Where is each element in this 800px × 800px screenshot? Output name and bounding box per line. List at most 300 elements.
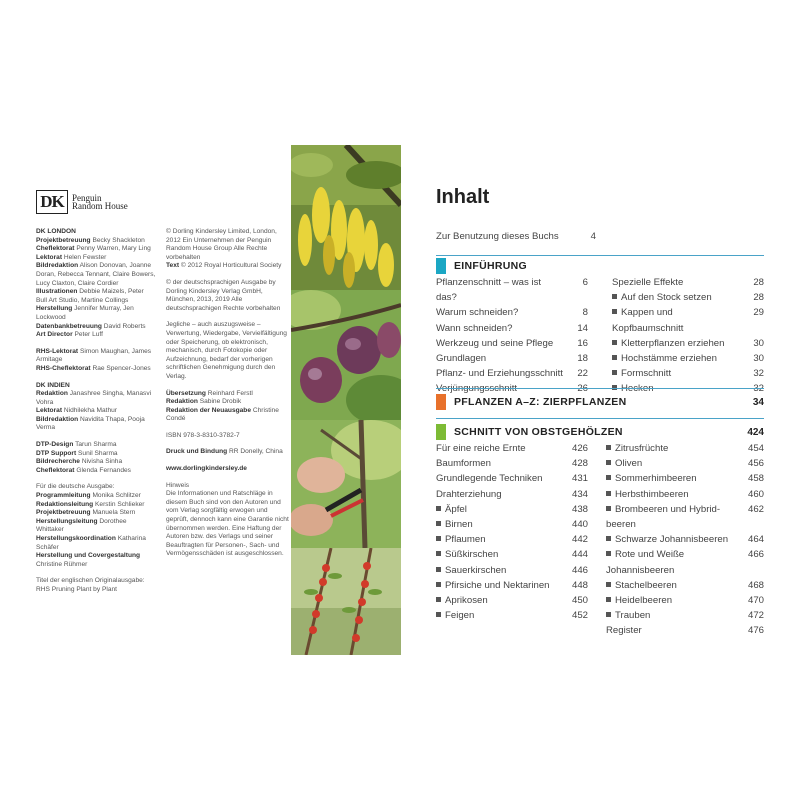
spacer bbox=[36, 433, 156, 441]
credit-role: DTP-Design bbox=[36, 441, 74, 449]
toc-entry-page: 29 bbox=[753, 307, 764, 319]
toc-entry-page: 442 bbox=[571, 534, 588, 546]
toc-entry-text: Birnen bbox=[445, 519, 473, 531]
credit-text: © 2012 Royal Horticultural Society bbox=[180, 262, 282, 270]
toc-entry-text: Rote und Weiße Johannisbeeren bbox=[606, 549, 685, 576]
toc-entry[interactable] bbox=[606, 608, 764, 623]
toc-entry[interactable] bbox=[436, 502, 588, 517]
credit-text: © Dorling Kindersley Limited, London, 2012 Ein Unternehmen der Penguin Random House Group Alle Rechte vorbehalten bbox=[166, 228, 277, 261]
bullet-square-icon bbox=[606, 551, 611, 556]
toc-entry-label bbox=[606, 502, 744, 532]
toc-entry-text: Register bbox=[606, 625, 642, 637]
toc-entry-page: 32 bbox=[753, 368, 764, 380]
toc-entry-label bbox=[436, 487, 568, 502]
credit-line bbox=[166, 228, 291, 262]
toc-entry-page: 476 bbox=[747, 625, 764, 637]
toc-entry-label bbox=[612, 366, 744, 381]
section-label: SCHNITT VON OBSTGEHÖLZEN bbox=[454, 426, 623, 438]
toc-entry-label bbox=[436, 578, 568, 593]
credit-text: Penny Warren, Mary Ling bbox=[76, 245, 151, 253]
toc-entry-label bbox=[606, 456, 744, 471]
toc-entry[interactable] bbox=[606, 593, 764, 608]
credit-text: Becky Shackleton bbox=[92, 236, 145, 244]
credit-text: Christine Condé bbox=[166, 406, 279, 423]
bullet-square-icon bbox=[612, 355, 617, 360]
credit-line bbox=[36, 501, 156, 510]
credit-text: Nivisha Sinha bbox=[81, 458, 123, 466]
section-color-bar bbox=[436, 394, 446, 410]
table-of-contents bbox=[436, 186, 764, 637]
credit-text: Sunil Sharma bbox=[78, 449, 118, 457]
bullet-square-icon bbox=[606, 475, 611, 480]
toc-entry-label bbox=[436, 305, 568, 320]
credit-line bbox=[36, 228, 156, 237]
credit-line bbox=[166, 279, 291, 313]
credit-role: RHS-Cheflektorat bbox=[36, 364, 91, 372]
bullet-square-icon bbox=[612, 309, 617, 314]
credit-role: Herstellungskoordination bbox=[36, 535, 116, 542]
credit-line bbox=[166, 448, 291, 457]
toc-entry-label bbox=[436, 351, 568, 366]
credit-role: DK INDIEN bbox=[36, 381, 70, 389]
bullet-square-icon bbox=[436, 521, 441, 526]
bullet-square-icon bbox=[436, 551, 441, 556]
bullet-square-icon bbox=[436, 582, 441, 587]
credit-text: Jegliche – auch auszugsweise – Verwertung, Wiedergabe, Vervielfältigung oder Speicherung, ob elektronisch, mechanisch, durch Fotokopie oder Aufzeichnung, bedarf der vorherigen schriftlichen Genehmigung durch den Verlag. bbox=[166, 321, 287, 380]
toc-entry-label bbox=[612, 351, 744, 366]
section1-list-left bbox=[436, 275, 588, 397]
toc-entry-text: Sommerhimbeeren bbox=[615, 473, 697, 485]
toc-entry-text: Brombeeren und Hybrid-beeren bbox=[606, 503, 721, 531]
bullet-square-icon bbox=[436, 597, 441, 602]
publisher-name: Penguin Random House bbox=[72, 193, 128, 211]
toc-entry-label bbox=[436, 366, 568, 381]
bullet-square-icon bbox=[606, 491, 611, 496]
toc-entry[interactable] bbox=[606, 578, 764, 593]
toc-entry[interactable] bbox=[612, 351, 764, 366]
toc-entry-page: 458 bbox=[747, 473, 764, 485]
credit-role: Redaktion der Neuausgabe bbox=[166, 406, 252, 414]
credit-role: Datenbankbetreuung bbox=[36, 322, 102, 330]
credit-role: Projektbetreuung bbox=[36, 509, 91, 517]
credit-line bbox=[36, 382, 156, 391]
credit-line bbox=[36, 535, 156, 552]
toc-entry[interactable] bbox=[612, 366, 764, 381]
credit-role: Herstellungsleitung bbox=[36, 517, 98, 525]
toc-entry-text: Süßkirschen bbox=[445, 549, 499, 561]
toc-entry-label bbox=[436, 547, 568, 562]
credit-line bbox=[166, 407, 291, 424]
toc-entry-page: 22 bbox=[577, 368, 588, 380]
credit-line bbox=[36, 365, 156, 374]
toc-entry-page: 14 bbox=[577, 322, 588, 334]
toc-entry-label bbox=[606, 608, 744, 623]
credit-role: Übersetzung bbox=[166, 389, 206, 397]
toc-entry-label bbox=[606, 441, 744, 456]
credit-line bbox=[36, 458, 156, 467]
bullet-square-icon bbox=[606, 445, 611, 450]
toc-entry-page: 28 bbox=[753, 292, 764, 304]
toc-entry[interactable] bbox=[612, 290, 764, 305]
toc-entry-page: 30 bbox=[753, 353, 764, 365]
toc-entry-text: Zitrusfrüchte bbox=[615, 443, 669, 454]
credit-line bbox=[36, 509, 156, 518]
credit-text: David Roberts bbox=[103, 322, 146, 330]
spacer bbox=[166, 474, 291, 482]
publisher-logo bbox=[36, 190, 132, 214]
credit-role: Bildredaktion bbox=[36, 262, 79, 270]
toc-entry-page: 28 bbox=[753, 277, 764, 288]
toc-entry-text: Pflanzenschnitt – was ist das? bbox=[436, 277, 542, 304]
toc-entry-page: 452 bbox=[571, 610, 588, 622]
credit-line bbox=[36, 450, 156, 459]
toc-entry-text: Feigen bbox=[445, 610, 475, 622]
credit-line bbox=[166, 482, 291, 491]
toc-entry-text: Stachelbeeren bbox=[615, 579, 677, 591]
credit-text: ISBN 978-3-8310-3782-7 bbox=[166, 431, 240, 439]
credit-role: Herstellung bbox=[36, 305, 73, 313]
toc-entry-text: Werkzeug und seine Pflege bbox=[436, 337, 554, 349]
credit-text: Jennifer Murray, Jen Lockwood bbox=[36, 305, 134, 321]
section-label: EINFÜHRUNG bbox=[454, 260, 527, 272]
imprint-credits-left bbox=[36, 228, 156, 595]
credit-role: Bildrecherche bbox=[36, 458, 80, 466]
credit-role: Redaktion bbox=[36, 390, 68, 398]
toc-entry[interactable] bbox=[436, 608, 588, 623]
toc-entry-text: Pflanz- und Erziehungsschnitt bbox=[436, 368, 563, 380]
section3-list-left bbox=[436, 441, 588, 623]
toc-entry[interactable] bbox=[606, 487, 764, 502]
credit-role: Art Director bbox=[36, 331, 73, 339]
toc-entry[interactable] bbox=[612, 336, 764, 351]
credit-line bbox=[36, 348, 156, 365]
toc-entry-text: Sauerkirschen bbox=[445, 564, 507, 576]
toc-entry[interactable] bbox=[606, 532, 764, 547]
credit-text: Rae Spencer-Jones bbox=[92, 364, 151, 372]
toc-entry-label bbox=[436, 321, 568, 336]
toc-entry[interactable] bbox=[436, 321, 588, 336]
toc-entry-text: Trauben bbox=[615, 610, 651, 622]
credit-line bbox=[166, 321, 291, 381]
toc-entry-page: 454 bbox=[747, 443, 764, 454]
toc-entry-label bbox=[606, 578, 744, 593]
credit-role: Druck und Bindung bbox=[166, 448, 228, 456]
credit-line bbox=[36, 254, 156, 263]
section-rule bbox=[436, 255, 764, 256]
toc-entry-text: Auf den Stock setzen bbox=[621, 292, 712, 304]
credit-line bbox=[36, 305, 156, 322]
toc-entry-page: 468 bbox=[747, 579, 764, 591]
toc-entry-text: Kletterpflanzen erziehen bbox=[621, 337, 725, 349]
toc-entry-text: Grundlegende Techniken bbox=[436, 473, 543, 485]
toc-entry-page: 426 bbox=[571, 443, 588, 454]
credit-line bbox=[36, 467, 156, 476]
imprint-credits-right bbox=[166, 228, 291, 559]
toc-entry-page: 444 bbox=[571, 549, 588, 561]
credit-text: Manuela Stern bbox=[92, 509, 136, 517]
toc-entry-label bbox=[436, 275, 568, 305]
toc-entry-page: 30 bbox=[753, 337, 764, 349]
spacer bbox=[166, 440, 291, 448]
toc-entry-page: 434 bbox=[571, 488, 588, 500]
toc-entry-label bbox=[436, 456, 568, 471]
photo-berries bbox=[291, 548, 401, 655]
section-page: 34 bbox=[752, 396, 764, 408]
credit-text: Navidita Thapa, Pooja Verma bbox=[36, 415, 145, 432]
page-title: Inhalt bbox=[436, 186, 490, 208]
section3-list-right bbox=[606, 441, 764, 639]
credit-text: Tarun Sharma bbox=[75, 441, 117, 449]
toc-entry-label bbox=[612, 290, 744, 305]
credit-text: RR Donelly, China bbox=[229, 448, 283, 456]
toc-entry-label bbox=[436, 563, 568, 578]
toc-entry[interactable] bbox=[436, 517, 588, 532]
toc-entry[interactable] bbox=[436, 532, 588, 547]
credit-role: Programmleitung bbox=[36, 492, 91, 500]
credit-role: Lektorat bbox=[36, 253, 63, 261]
toc-entry-page: 448 bbox=[571, 579, 588, 591]
toc-entry-label bbox=[606, 623, 744, 638]
toc-entry-label bbox=[606, 487, 744, 502]
toc-entry[interactable] bbox=[606, 471, 764, 486]
spacer bbox=[36, 475, 156, 483]
credit-text: Monika Schlitzer bbox=[92, 492, 141, 500]
credit-line bbox=[36, 552, 156, 569]
credit-line bbox=[36, 483, 156, 492]
photo-strip bbox=[291, 145, 401, 655]
dk-logo: DK bbox=[36, 190, 68, 214]
toc-entry-label bbox=[436, 441, 568, 456]
toc-entry-label bbox=[612, 305, 744, 335]
toc-entry-label bbox=[436, 532, 568, 547]
toc-entry[interactable] bbox=[436, 275, 588, 305]
credit-role: Herstellung und Covergestaltung bbox=[36, 552, 141, 560]
toc-entry[interactable] bbox=[436, 593, 588, 608]
toc-entry-text: Baumformen bbox=[436, 458, 491, 470]
toc-entry-label bbox=[436, 517, 568, 532]
credit-line bbox=[166, 432, 291, 441]
bullet-square-icon bbox=[606, 460, 611, 465]
toc-entry[interactable] bbox=[606, 441, 764, 456]
toc-entry-text: Oliven bbox=[615, 458, 643, 470]
toc-entry-text: Kappen und Kopfbaumschnitt bbox=[612, 307, 684, 334]
toc-entry[interactable] bbox=[436, 487, 588, 502]
section-color-bar bbox=[436, 424, 446, 440]
toc-entry-text: Schwarze Johannisbeeren bbox=[615, 534, 729, 546]
toc-entry[interactable] bbox=[436, 578, 588, 593]
credit-line bbox=[36, 262, 156, 288]
credit-role: Projektbetreuung bbox=[36, 236, 91, 244]
credit-role: Text bbox=[166, 262, 180, 270]
credit-line bbox=[36, 441, 156, 450]
toc-entry-label: Zur Benutzung dieses Buchs bbox=[436, 231, 559, 242]
toc-entry-text: Pfirsiche und Nektarinen bbox=[445, 579, 550, 591]
toc-entry-text: Äpfel bbox=[445, 503, 467, 515]
credit-text: Janashree Singha, Manasvi Vohra bbox=[36, 390, 152, 406]
credit-text: Debbie Maizels, Peter Bull Art Studio, Martine Collings bbox=[36, 288, 144, 304]
credit-line bbox=[36, 390, 156, 407]
credit-text: Titel der englischen Originalausgabe: RHS Pruning Plant by Plant bbox=[36, 577, 145, 593]
section-rule bbox=[436, 388, 764, 389]
section-heading-einfuehrung[interactable] bbox=[436, 257, 764, 275]
credit-line bbox=[36, 245, 156, 254]
toc-entry[interactable] bbox=[606, 547, 764, 577]
credit-text: © der deutschsprachigen Ausgabe by Dorling Kindersley Verlag GmbH, München, 2013, 2019 Alle deutschsprachigen Rechte vorbehalten bbox=[166, 278, 281, 312]
section1-list-right bbox=[612, 275, 764, 397]
toc-entry-text: Formschnitt bbox=[621, 368, 672, 380]
toc-entry-label bbox=[606, 471, 744, 486]
bullet-square-icon bbox=[436, 612, 441, 617]
toc-entry[interactable] bbox=[436, 336, 588, 351]
toc-entry-text: Grundlagen bbox=[436, 353, 487, 365]
toc-entry-text: Aprikosen bbox=[445, 595, 488, 607]
credit-line bbox=[36, 288, 156, 305]
spacer bbox=[166, 271, 291, 279]
credit-text: Peter Luff bbox=[74, 331, 103, 339]
photo-pruning bbox=[291, 420, 401, 548]
toc-entry-text: Warum schneiden? bbox=[436, 307, 519, 319]
credit-line bbox=[36, 323, 156, 332]
bullet-square-icon bbox=[612, 340, 617, 345]
spacer bbox=[36, 374, 156, 382]
toc-entry-page: 8 bbox=[582, 307, 588, 319]
credit-role: Cheflektorat bbox=[36, 245, 75, 253]
toc-entry-label bbox=[612, 336, 744, 351]
credit-line bbox=[36, 518, 156, 535]
toc-entry[interactable] bbox=[436, 471, 588, 486]
credit-role: Lektorat bbox=[36, 407, 63, 415]
bullet-square-icon bbox=[606, 506, 611, 511]
bullet-square-icon bbox=[606, 536, 611, 541]
credit-role: Redaktionsleitung bbox=[36, 500, 94, 508]
bullet-square-icon bbox=[436, 567, 441, 572]
toc-entry-page: 460 bbox=[747, 488, 764, 500]
toc-entry-text: Wann schneiden? bbox=[436, 322, 513, 334]
credit-line bbox=[36, 492, 156, 501]
credit-line bbox=[36, 237, 156, 246]
credit-text: Alison Donovan, Joanne Doran, Rebecca Tennant, Claire Bowers, Lucy Claxton, Claire Cordier bbox=[36, 262, 156, 287]
credit-line bbox=[166, 490, 291, 559]
credit-role: DTP Support bbox=[36, 449, 77, 457]
credit-text: Für die deutsche Ausgabe: bbox=[36, 483, 115, 491]
bullet-square-icon bbox=[612, 294, 617, 299]
spacer bbox=[36, 340, 156, 348]
credit-line bbox=[36, 331, 156, 340]
credit-text: Die Informationen und Ratschläge in diesem Buch sind von den Autoren und vom Verlag sorgfältig erwogen und geprüft, dennoch kann eine Garantie nicht übernommen werden. Eine Haftung der Autoren bzw. des Verlags und seiner Beauftragten für Personen-, Sach- und Vermögensschäden ist ausgeschlossen. bbox=[166, 490, 289, 558]
credit-text: Katharina Schäfer bbox=[36, 535, 146, 551]
toc-entry[interactable] bbox=[612, 305, 764, 335]
bullet-square-icon bbox=[436, 506, 441, 511]
credit-line bbox=[166, 465, 291, 474]
toc-entry[interactable] bbox=[436, 441, 588, 456]
credit-text: Simon Maughan, James Armitage bbox=[36, 347, 152, 364]
credit-text: Christine Rühmer bbox=[36, 560, 88, 568]
bullet-square-icon bbox=[606, 612, 611, 617]
toc-entry[interactable] bbox=[436, 351, 588, 366]
section-rule bbox=[436, 418, 764, 419]
credit-role: Illustrationen bbox=[36, 288, 78, 296]
toc-entry-page: 470 bbox=[747, 595, 764, 607]
spacer bbox=[166, 382, 291, 390]
photo-plums bbox=[291, 290, 401, 420]
credit-text: Helen Fewster bbox=[63, 253, 107, 261]
credit-role: DK LONDON bbox=[36, 228, 76, 235]
toc-entry-label bbox=[436, 608, 568, 623]
credit-line bbox=[36, 416, 156, 433]
toc-entry-intro[interactable] bbox=[436, 231, 596, 242]
toc-entry-page: 446 bbox=[571, 564, 588, 576]
toc-entry[interactable] bbox=[436, 366, 588, 381]
imprint-page bbox=[36, 190, 291, 630]
toc-entry-page: 440 bbox=[571, 519, 588, 531]
section-color-bar bbox=[436, 258, 446, 274]
toc-entry[interactable] bbox=[436, 456, 588, 471]
credit-line bbox=[166, 390, 291, 399]
credit-text: Reinhard Ferstl bbox=[207, 389, 253, 397]
section-heading-zierpflanzen[interactable] bbox=[436, 393, 764, 411]
toc-entry-page: 18 bbox=[577, 353, 588, 365]
bullet-square-icon bbox=[606, 582, 611, 587]
spacer bbox=[36, 569, 156, 577]
toc-entry-page: 431 bbox=[571, 473, 588, 485]
photo-laburnum bbox=[291, 145, 401, 290]
toc-entry-text: Spezielle Effekte bbox=[612, 277, 684, 288]
toc-entry-label bbox=[606, 593, 744, 608]
toc-entry[interactable] bbox=[436, 563, 588, 578]
credit-line bbox=[166, 398, 291, 407]
toc-entry-page: 472 bbox=[747, 610, 764, 622]
toc-entry-text: Pflaumen bbox=[445, 534, 486, 546]
toc-entry-text: Heidelbeeren bbox=[615, 595, 673, 607]
spacer bbox=[166, 457, 291, 465]
toc-entry-label bbox=[436, 593, 568, 608]
toc-entry-page: 450 bbox=[571, 595, 588, 607]
section-heading-obstgehoelze[interactable] bbox=[436, 423, 764, 441]
credit-role: Bildredaktion bbox=[36, 415, 79, 423]
toc-entry-label bbox=[606, 532, 744, 547]
credit-text: Hinweis bbox=[166, 481, 190, 489]
toc-entry[interactable] bbox=[606, 623, 764, 638]
credit-text: Dorothee Whittaker bbox=[36, 517, 127, 534]
bullet-square-icon bbox=[612, 370, 617, 375]
toc-entry[interactable] bbox=[436, 547, 588, 562]
credit-role: Cheflektorat bbox=[36, 466, 75, 474]
toc-entry-page: 438 bbox=[571, 503, 588, 515]
toc-entry-page: 16 bbox=[577, 337, 588, 349]
credit-line bbox=[166, 262, 291, 271]
credit-line bbox=[36, 407, 156, 416]
toc-entry-label bbox=[436, 502, 568, 517]
section-page: 424 bbox=[747, 426, 764, 438]
toc-entry-page: 464 bbox=[747, 534, 764, 546]
toc-entry-page: 428 bbox=[571, 458, 588, 470]
credit-text: Glenda Fernandes bbox=[76, 466, 131, 474]
toc-entry-page: 6 bbox=[582, 277, 588, 288]
toc-entry-page: 4 bbox=[590, 231, 596, 242]
toc-entry[interactable] bbox=[612, 275, 764, 290]
credit-role: Redaktion bbox=[166, 398, 198, 406]
toc-entry[interactable] bbox=[606, 456, 764, 471]
toc-entry-label bbox=[612, 275, 744, 290]
toc-entry-page: 456 bbox=[747, 458, 764, 470]
bullet-square-icon bbox=[436, 536, 441, 541]
toc-entry-text: Hochstämme erziehen bbox=[621, 353, 717, 365]
toc-entry[interactable] bbox=[436, 305, 588, 320]
section-label: PFLANZEN A–Z: ZIERPFLANZEN bbox=[454, 396, 627, 408]
credit-line bbox=[36, 577, 156, 594]
toc-entry[interactable] bbox=[606, 502, 764, 532]
credit-role: RHS-Lektorat bbox=[36, 347, 79, 355]
